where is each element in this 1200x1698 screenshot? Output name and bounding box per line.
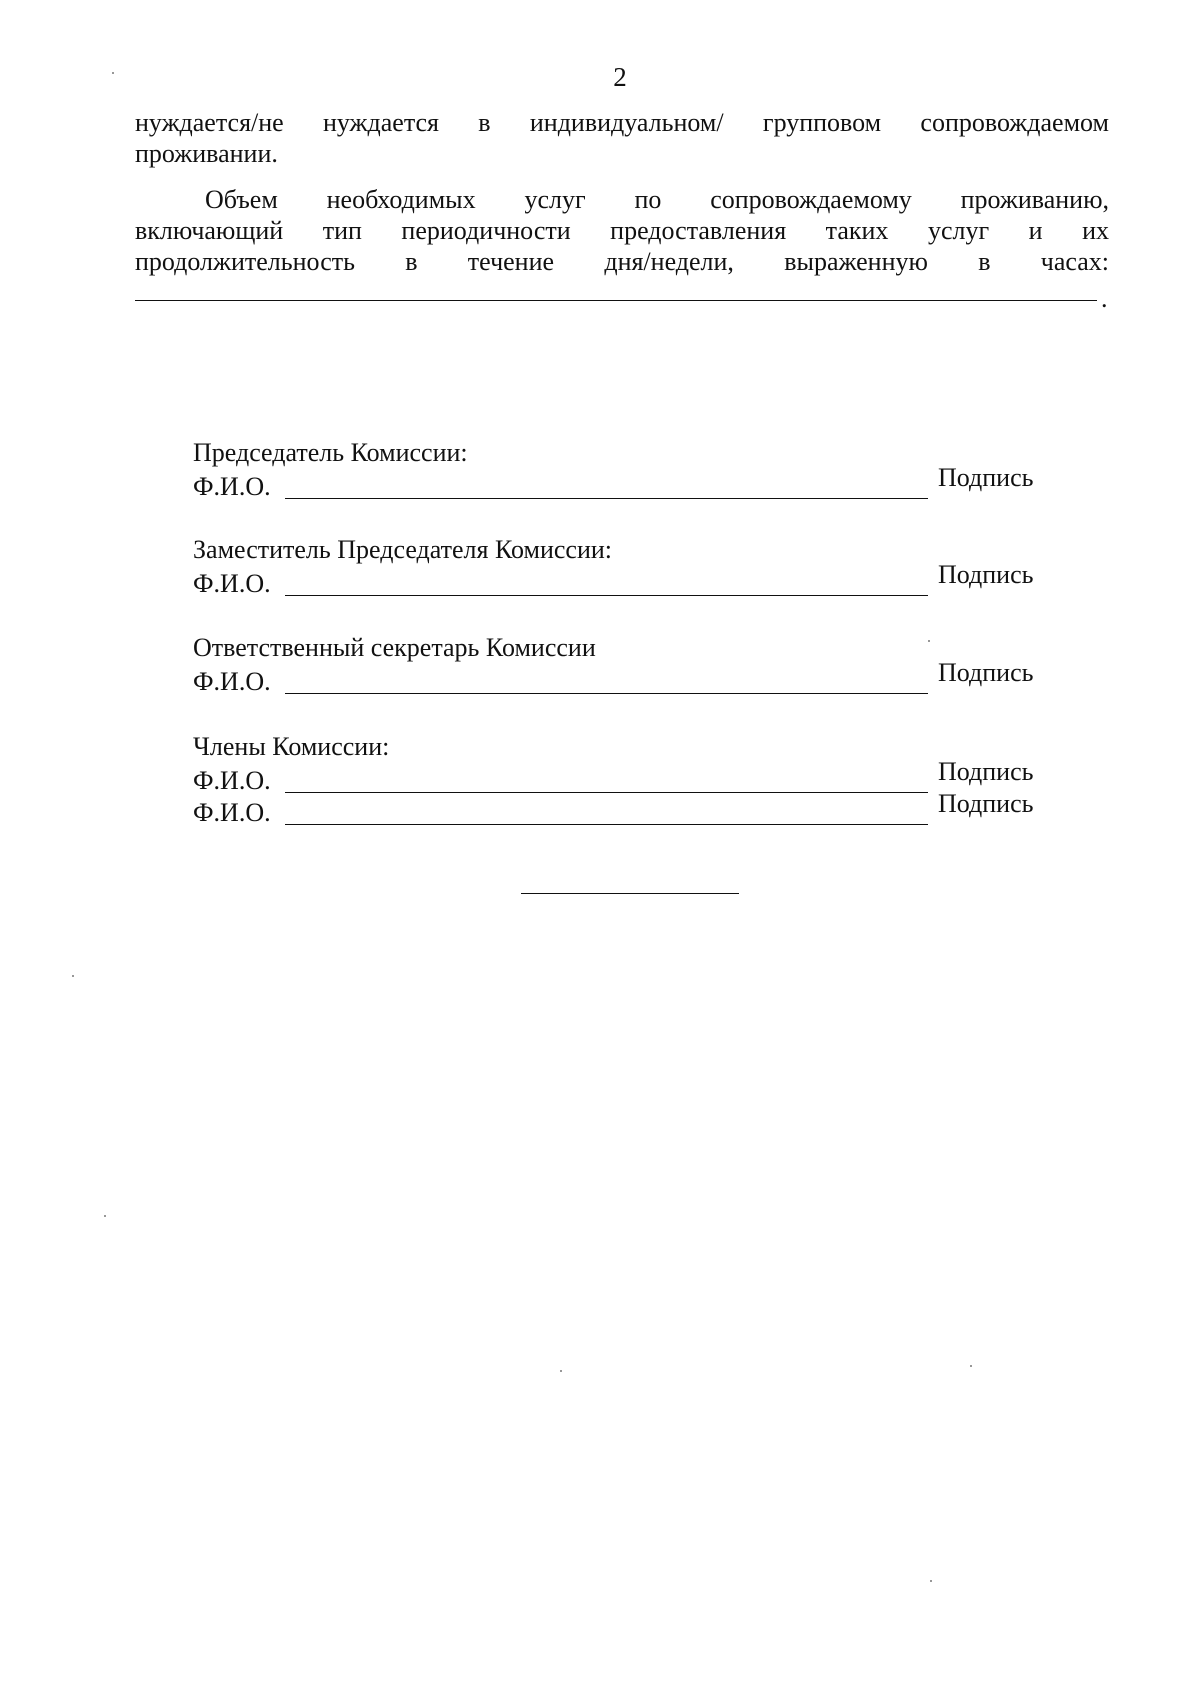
page-number: 2 bbox=[613, 62, 627, 92]
scan-speck bbox=[930, 1580, 932, 1582]
member-signature-line bbox=[285, 792, 928, 793]
chairman-signature-line bbox=[285, 498, 928, 499]
members-title: Члены Комиссии: bbox=[193, 732, 390, 761]
paragraph-services-line-3: продолжительность в течение дня/недели, выраженную в часах: bbox=[135, 247, 1109, 276]
paragraph-services-volume bbox=[135, 184, 1109, 277]
services-fill-in-line bbox=[135, 300, 1097, 301]
deputy-title: Заместитель Председателя Комиссии: bbox=[193, 535, 612, 564]
member-signature-row bbox=[193, 789, 1053, 830]
scan-speck bbox=[970, 1365, 972, 1367]
member-signature-label: Подпись bbox=[938, 789, 1034, 818]
paragraph-services-line-1: Объем необходимых услуг по сопровождаемому проживанию, bbox=[205, 185, 1109, 214]
secretary-fio-label: Ф.И.О. bbox=[193, 667, 271, 696]
paragraph-need-line-1: нуждается/не нуждается в индивидуальном/ групповом сопровождаемом bbox=[135, 108, 1109, 137]
deputy-fio-label: Ф.И.О. bbox=[193, 569, 271, 598]
member-fio-label: Ф.И.О. bbox=[193, 766, 271, 795]
scan-speck bbox=[560, 1370, 562, 1372]
scan-speck bbox=[112, 72, 114, 74]
paragraph-need bbox=[135, 107, 1109, 169]
end-of-document-rule bbox=[521, 893, 739, 894]
scan-speck bbox=[72, 975, 74, 977]
secretary-signature-label: Подпись bbox=[938, 658, 1034, 687]
secretary-title: Ответственный секретарь Комиссии bbox=[193, 633, 596, 662]
deputy-signature-row bbox=[193, 560, 1053, 601]
member-fio-label: Ф.И.О. bbox=[193, 798, 271, 827]
services-fill-in-period: . bbox=[1101, 284, 1108, 313]
member-signature-row bbox=[193, 757, 1053, 798]
scan-speck bbox=[104, 1215, 106, 1217]
chairman-signature-label: Подпись bbox=[938, 463, 1034, 492]
paragraph-need-line-2: проживании. bbox=[135, 139, 278, 168]
secretary-signature-line bbox=[285, 693, 928, 694]
services-fill-in-field bbox=[135, 284, 1117, 313]
deputy-signature-label: Подпись bbox=[938, 560, 1034, 589]
deputy-signature-line bbox=[285, 595, 928, 596]
chairman-signature-row bbox=[193, 463, 1053, 504]
member-signature-label: Подпись bbox=[938, 757, 1034, 786]
paragraph-services-line-2: включающий тип периодичности предоставления таких услуг и их bbox=[135, 216, 1109, 245]
member-signature-line bbox=[285, 824, 928, 825]
chairman-fio-label: Ф.И.О. bbox=[193, 472, 271, 501]
scan-speck bbox=[928, 640, 930, 642]
chairman-title: Председатель Комиссии: bbox=[193, 438, 468, 467]
secretary-signature-row bbox=[193, 658, 1053, 699]
